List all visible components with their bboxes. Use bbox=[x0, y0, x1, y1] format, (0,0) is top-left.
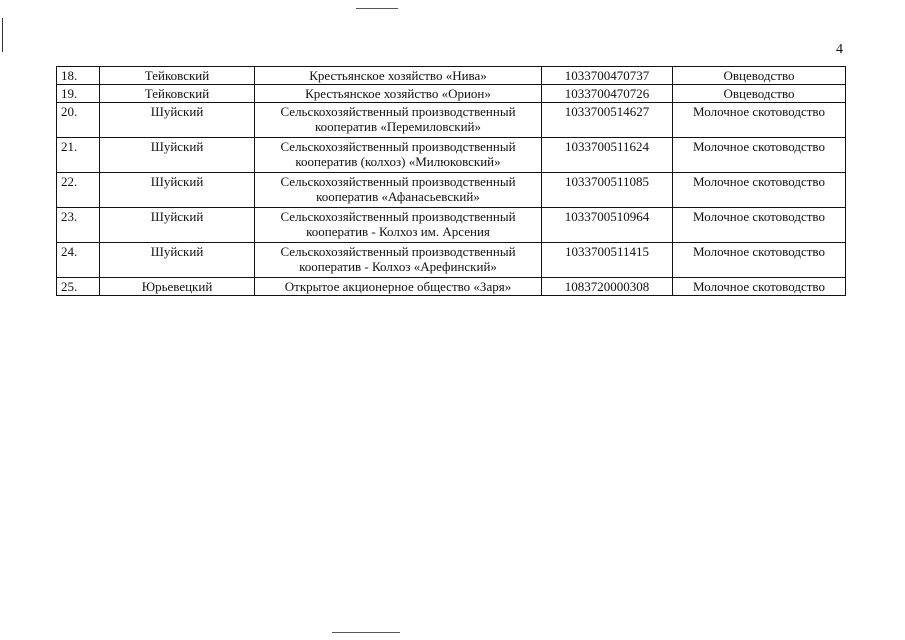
activity-cell: Молочное скотоводство bbox=[673, 103, 846, 138]
ogrn-cell: 1033700514627 bbox=[542, 103, 673, 138]
district-cell: Тейковский bbox=[100, 67, 255, 85]
activity-cell: Молочное скотоводство bbox=[673, 138, 846, 173]
organization-cell: Крестьянское хозяйство «Нива» bbox=[255, 67, 542, 85]
row-number: 22. bbox=[57, 173, 100, 208]
activity-cell: Овцеводство bbox=[673, 67, 846, 85]
row-number: 21. bbox=[57, 138, 100, 173]
ogrn-cell: 1033700470737 bbox=[542, 67, 673, 85]
top-header-rule bbox=[356, 8, 398, 9]
bottom-footer-rule bbox=[332, 632, 400, 633]
organization-cell: Открытое акционерное общество «Заря» bbox=[255, 278, 542, 296]
scan-edge-mark bbox=[2, 18, 3, 52]
district-cell: Шуйский bbox=[100, 173, 255, 208]
table-row bbox=[57, 243, 846, 278]
activity-cell: Молочное скотоводство bbox=[673, 243, 846, 278]
row-number: 19. bbox=[57, 85, 100, 103]
table-row bbox=[57, 278, 846, 296]
organization-cell: Сельскохозяйственный производственный кооператив «Перемиловский» bbox=[255, 103, 542, 138]
district-cell: Шуйский bbox=[100, 208, 255, 243]
ogrn-cell: 1033700511085 bbox=[542, 173, 673, 208]
organization-cell: Сельскохозяйственный производственный кооператив - Колхоз им. Арсения bbox=[255, 208, 542, 243]
ogrn-cell: 1083720000308 bbox=[542, 278, 673, 296]
organization-cell: Сельскохозяйственный производственный кооператив (колхоз) «Милюковский» bbox=[255, 138, 542, 173]
ogrn-cell: 1033700470726 bbox=[542, 85, 673, 103]
district-cell: Шуйский bbox=[100, 243, 255, 278]
activity-cell: Овцеводство bbox=[673, 85, 846, 103]
row-number: 24. bbox=[57, 243, 100, 278]
page-number: 4 bbox=[836, 42, 843, 57]
table-row bbox=[57, 208, 846, 243]
farm-registry-table bbox=[56, 66, 846, 296]
table-row bbox=[57, 103, 846, 138]
row-number: 25. bbox=[57, 278, 100, 296]
organization-cell: Крестьянское хозяйство «Орион» bbox=[255, 85, 542, 103]
row-number: 18. bbox=[57, 67, 100, 85]
row-number: 23. bbox=[57, 208, 100, 243]
table-row bbox=[57, 85, 846, 103]
district-cell: Шуйский bbox=[100, 103, 255, 138]
organization-cell: Сельскохозяйственный производственный кооператив - Колхоз «Арефинский» bbox=[255, 243, 542, 278]
row-number: 20. bbox=[57, 103, 100, 138]
district-cell: Тейковский bbox=[100, 85, 255, 103]
table-row bbox=[57, 173, 846, 208]
district-cell: Шуйский bbox=[100, 138, 255, 173]
ogrn-cell: 1033700511624 bbox=[542, 138, 673, 173]
table-row bbox=[57, 67, 846, 85]
activity-cell: Молочное скотоводство bbox=[673, 278, 846, 296]
activity-cell: Молочное скотоводство bbox=[673, 173, 846, 208]
district-cell: Юрьевецкий bbox=[100, 278, 255, 296]
table-row bbox=[57, 138, 846, 173]
ogrn-cell: 1033700511415 bbox=[542, 243, 673, 278]
ogrn-cell: 1033700510964 bbox=[542, 208, 673, 243]
activity-cell: Молочное скотоводство bbox=[673, 208, 846, 243]
organization-cell: Сельскохозяйственный производственный кооператив «Афанасьевский» bbox=[255, 173, 542, 208]
